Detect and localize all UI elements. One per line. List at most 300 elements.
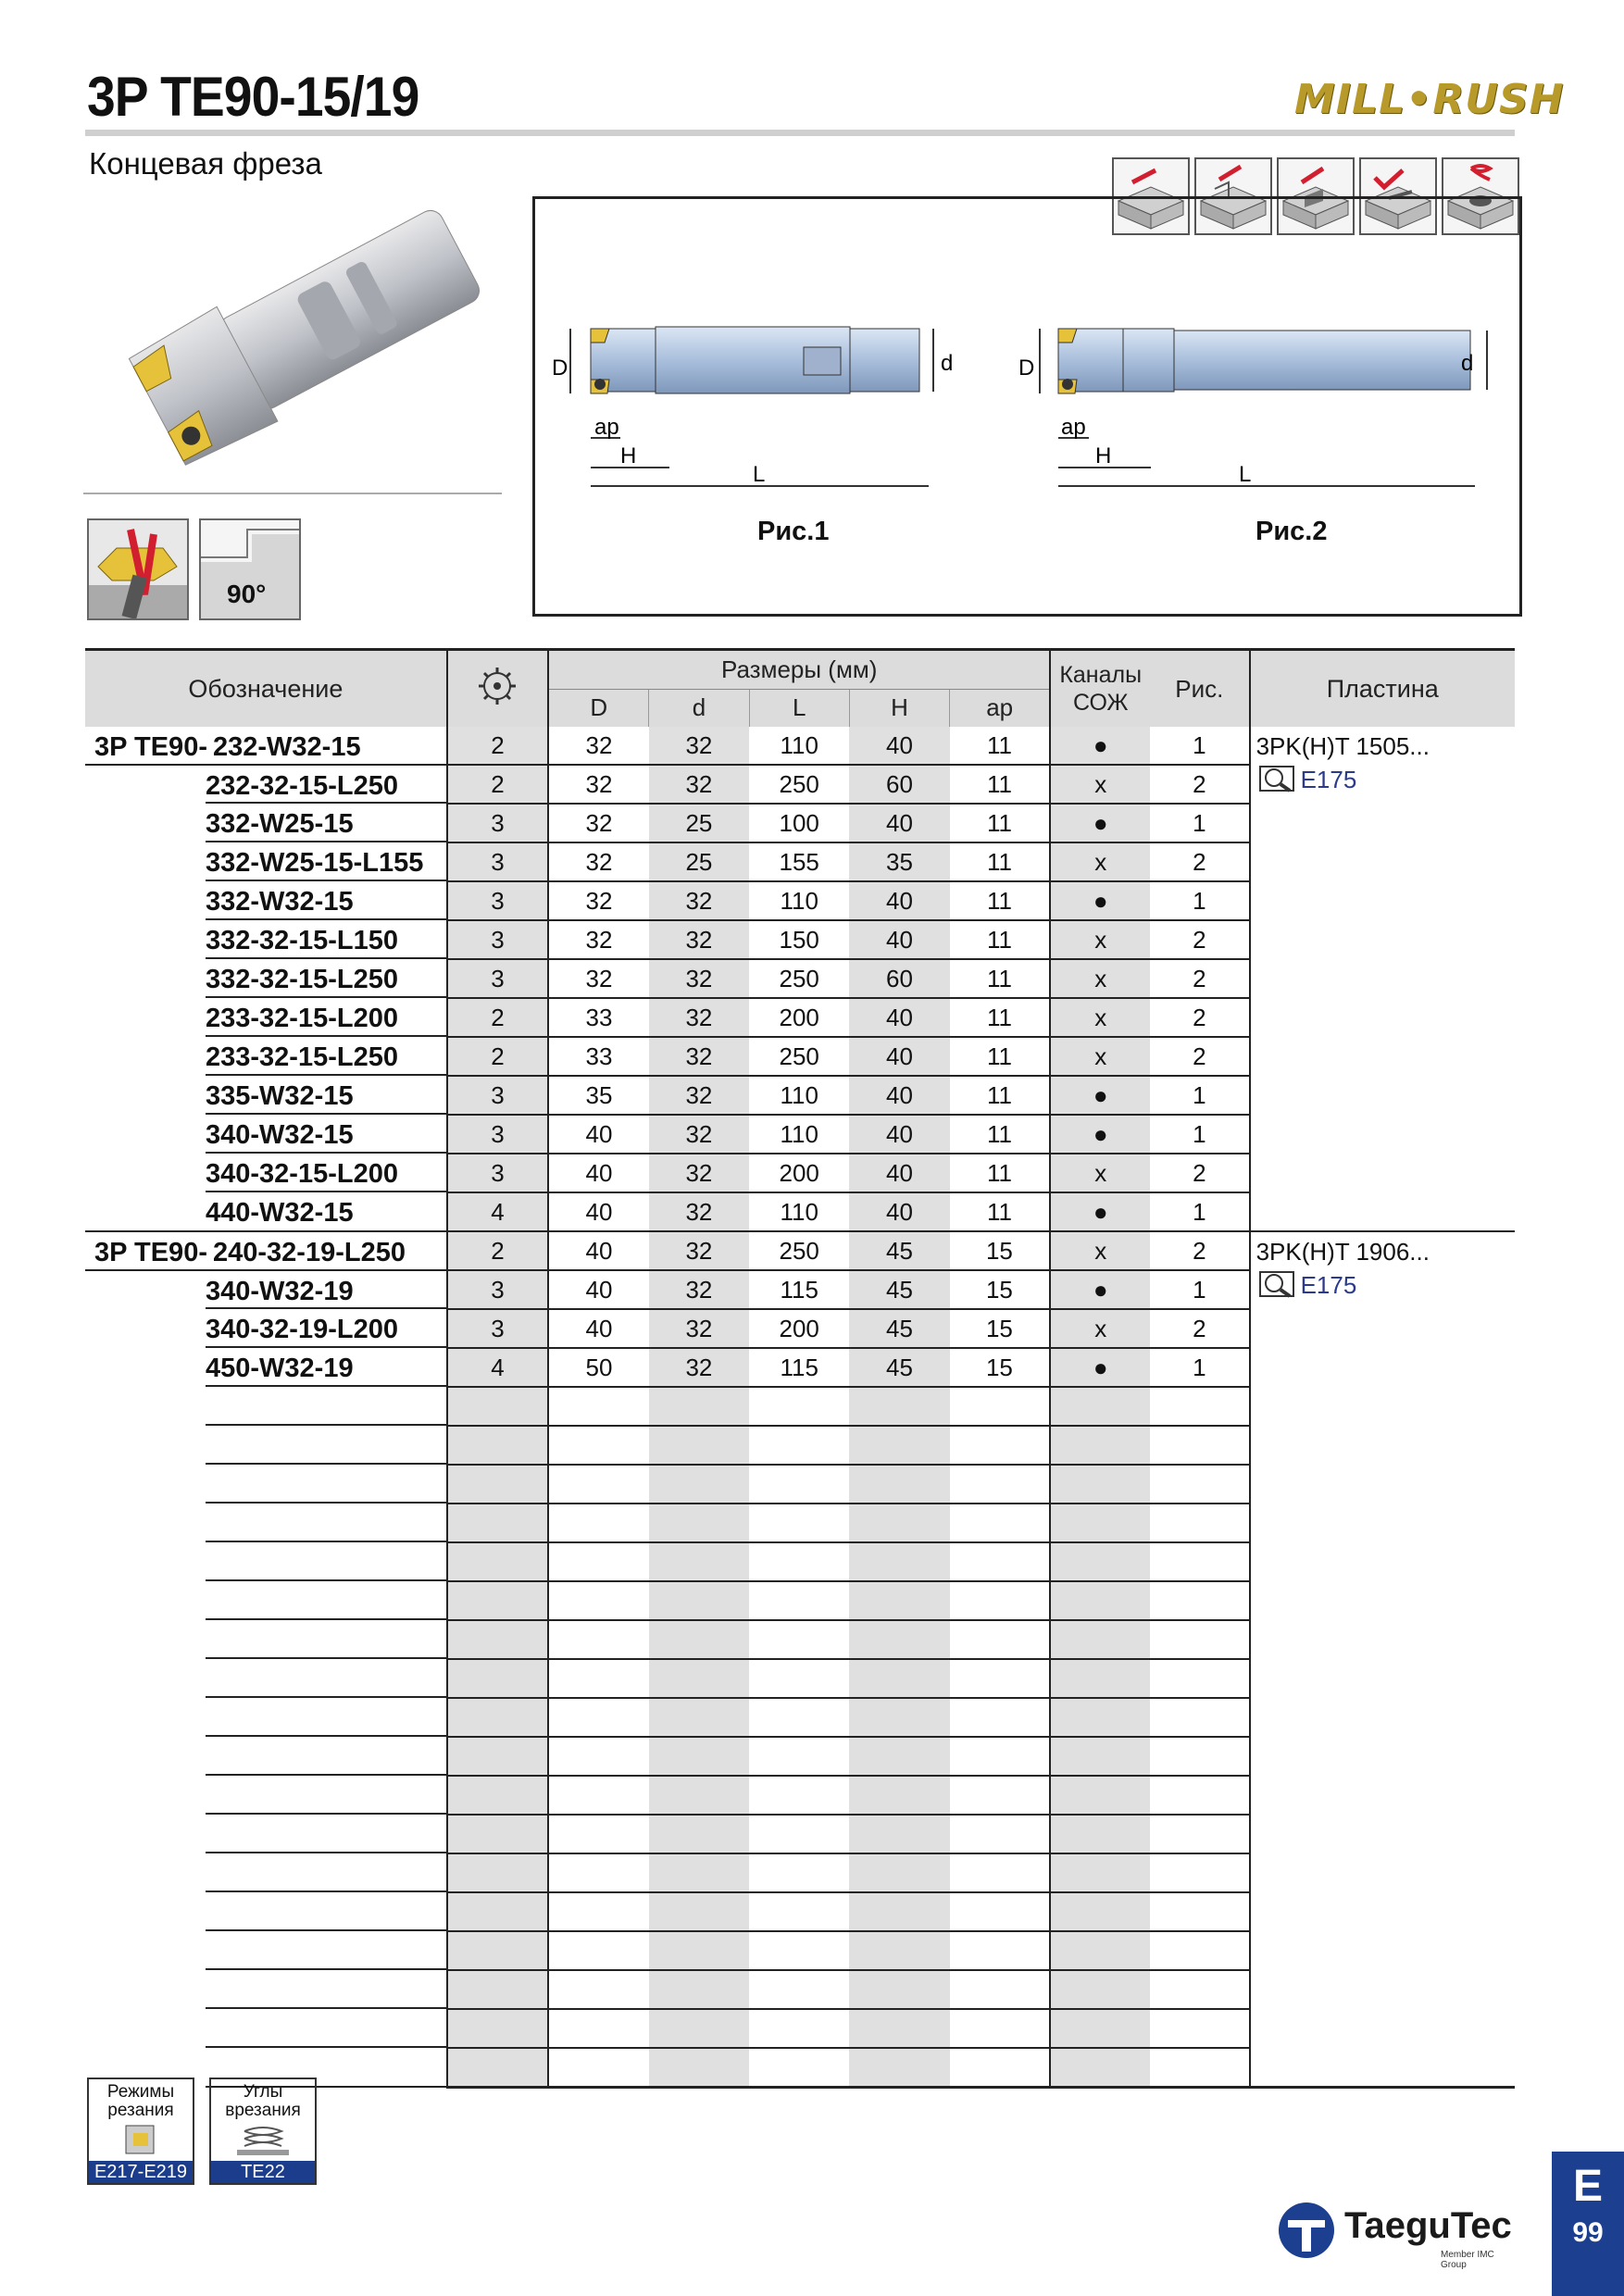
cell-d: 32 <box>649 1076 749 1115</box>
col-D: D <box>548 689 649 727</box>
cell-cool: ● <box>1050 1348 1150 1387</box>
spec-table <box>85 648 1515 2089</box>
cell-d <box>649 1504 749 1542</box>
cell-cool <box>1050 1620 1150 1659</box>
dimension-figures-frame <box>532 196 1522 617</box>
cell-L: 155 <box>749 842 849 881</box>
designation-code: 340-32-15-L200 <box>206 1159 398 1189</box>
cell-d: 32 <box>649 1115 749 1154</box>
cell-z <box>447 2048 548 2088</box>
cell-z: 2 <box>447 727 548 765</box>
insert-name: 3PK(H)T 1906... <box>1255 1238 1430 1266</box>
cell-ap: 15 <box>950 1231 1051 1270</box>
col-fig: Рис. <box>1150 650 1249 728</box>
cell-H <box>849 1853 949 1892</box>
cell-ap <box>950 1737 1051 1776</box>
cutting-modes-link[interactable] <box>87 2078 194 2185</box>
cell-fig: 2 <box>1150 765 1249 804</box>
cell-cool <box>1050 1970 1150 2009</box>
magnifier-icon <box>1258 765 1295 794</box>
cell-ap: 11 <box>950 1115 1051 1154</box>
designation-cell <box>85 1581 447 1620</box>
cell-D: 33 <box>548 1037 649 1076</box>
cell-L: 110 <box>749 1076 849 1115</box>
cell-H <box>849 1387 949 1426</box>
fig1-H-label: H <box>620 443 637 468</box>
cell-H: 40 <box>849 1192 949 1231</box>
end-mill-image <box>102 185 491 491</box>
table-row <box>85 1231 1515 1270</box>
cell-d: 32 <box>649 998 749 1037</box>
cell-d <box>649 1776 749 1815</box>
cell-z: 3 <box>447 881 548 920</box>
cell-D: 40 <box>548 1192 649 1231</box>
ramp-angles-ref: TE22 <box>211 2161 315 2183</box>
cell-fig <box>1150 1737 1249 1776</box>
cell-ap: 11 <box>950 1076 1051 1115</box>
cell-L <box>749 1698 849 1737</box>
designation-cell <box>85 998 447 1037</box>
cell-cool: x <box>1050 959 1150 998</box>
cell-D <box>548 1737 649 1776</box>
col-L: L <box>749 689 849 727</box>
insert-type-icon <box>87 518 189 620</box>
cell-D: 32 <box>548 765 649 804</box>
cell-fig <box>1150 1970 1249 2009</box>
magnifier-icon <box>1258 1270 1295 1300</box>
designation-cell <box>85 727 447 765</box>
cell-ap <box>950 1815 1051 1853</box>
cell-L <box>749 1426 849 1465</box>
designation-cell <box>85 1270 447 1309</box>
cell-z: 3 <box>447 920 548 959</box>
insert-ref-link[interactable] <box>1258 765 1515 794</box>
table-row <box>85 727 1515 765</box>
designation-code: 332-32-15-L250 <box>206 965 398 994</box>
cell-z <box>447 1853 548 1892</box>
cell-H <box>849 2009 949 2048</box>
cell-D: 32 <box>548 804 649 842</box>
cell-z <box>447 1465 548 1504</box>
cell-fig: 2 <box>1150 1154 1249 1192</box>
cell-ap: 11 <box>950 920 1051 959</box>
cell-D: 40 <box>548 1270 649 1309</box>
insert-ref-link[interactable] <box>1258 1270 1515 1300</box>
cell-L: 200 <box>749 1309 849 1348</box>
cell-d: 32 <box>649 1270 749 1309</box>
cell-d <box>649 1892 749 1931</box>
cell-z <box>447 1892 548 1931</box>
cell-d <box>649 2048 749 2088</box>
cell-H <box>849 2048 949 2088</box>
designation-code: 232-32-15-L250 <box>206 771 398 801</box>
designation-code: 332-W32-15 <box>206 887 354 917</box>
cell-D <box>548 1387 649 1426</box>
cell-D <box>548 1698 649 1737</box>
cell-H: 40 <box>849 1115 949 1154</box>
cell-ap <box>950 1970 1051 2009</box>
cell-H: 40 <box>849 804 949 842</box>
cell-D: 40 <box>548 1231 649 1270</box>
fig1-d-label: d <box>941 351 954 376</box>
cell-fig <box>1150 1892 1249 1931</box>
cell-cool: ● <box>1050 1115 1150 1154</box>
cell-fig <box>1150 1581 1249 1620</box>
cell-cool <box>1050 1504 1150 1542</box>
cell-d: 32 <box>649 1037 749 1076</box>
cell-d <box>649 1698 749 1737</box>
cell-D: 32 <box>548 727 649 765</box>
cell-L <box>749 1853 849 1892</box>
cell-L <box>749 1659 849 1698</box>
cell-d <box>649 2009 749 2048</box>
cell-ap <box>950 1620 1051 1659</box>
fig2-d-label: d <box>1461 351 1474 376</box>
cell-z: 2 <box>447 1037 548 1076</box>
cell-D: 40 <box>548 1115 649 1154</box>
cell-D: 32 <box>548 920 649 959</box>
cell-D <box>548 1659 649 1698</box>
fig1-L-label: L <box>753 462 766 487</box>
cell-fig: 1 <box>1150 1115 1249 1154</box>
cell-ap: 11 <box>950 959 1051 998</box>
cell-d: 32 <box>649 1154 749 1192</box>
cell-z <box>447 1776 548 1815</box>
cell-L: 250 <box>749 1037 849 1076</box>
cell-fig: 2 <box>1150 959 1249 998</box>
cell-cool <box>1050 1892 1150 1931</box>
image-underline <box>83 493 502 494</box>
cell-ap <box>950 1387 1051 1426</box>
cell-H: 40 <box>849 998 949 1037</box>
designation-cell <box>85 765 447 804</box>
cell-H: 45 <box>849 1348 949 1387</box>
cell-fig <box>1150 1426 1249 1465</box>
ramp-angles-link[interactable] <box>209 2078 317 2185</box>
cell-fig <box>1150 1931 1249 1970</box>
cell-z <box>447 1542 548 1581</box>
designation-cell <box>85 881 447 920</box>
cell-L <box>749 1892 849 1931</box>
designation-cell <box>85 959 447 998</box>
cell-fig: 2 <box>1150 1231 1249 1270</box>
cell-cool: ● <box>1050 1192 1150 1231</box>
designation-cell <box>85 1620 447 1659</box>
cell-cool: x <box>1050 1154 1150 1192</box>
cell-D <box>548 1970 649 2009</box>
ramp-angles-label: Углы врезания <box>225 2082 301 2120</box>
cell-ap <box>950 1931 1051 1970</box>
cell-L <box>749 1504 849 1542</box>
cell-ap <box>950 1542 1051 1581</box>
designation-code: 240-32-19-L250 <box>213 1238 406 1267</box>
cell-d <box>649 1426 749 1465</box>
col-d: d <box>649 689 749 727</box>
cell-z <box>447 1387 548 1426</box>
designation-cell <box>85 1892 447 1931</box>
cell-ap: 15 <box>950 1309 1051 1348</box>
cell-H <box>849 1892 949 1931</box>
cell-H: 45 <box>849 1231 949 1270</box>
cell-ap: 11 <box>950 842 1051 881</box>
cell-H <box>849 1426 949 1465</box>
cell-H <box>849 1659 949 1698</box>
cell-cool: ● <box>1050 881 1150 920</box>
cell-L: 250 <box>749 959 849 998</box>
cell-L <box>749 2009 849 2048</box>
cell-z <box>447 1698 548 1737</box>
cell-z: 3 <box>447 1270 548 1309</box>
cell-cool <box>1050 1659 1150 1698</box>
cell-ap: 11 <box>950 1192 1051 1231</box>
cell-ap <box>950 1698 1051 1737</box>
cell-cool <box>1050 1853 1150 1892</box>
cell-D <box>548 1776 649 1815</box>
cell-fig: 2 <box>1150 1037 1249 1076</box>
cell-ap: 11 <box>950 1037 1051 1076</box>
designation-code: 232-W32-15 <box>213 732 361 762</box>
cell-d <box>649 1659 749 1698</box>
cell-H: 45 <box>849 1270 949 1309</box>
designation-cell <box>85 1659 447 1698</box>
designation-code: 233-32-15-L200 <box>206 1004 398 1033</box>
cell-cool <box>1050 2009 1150 2048</box>
cutting-modes-ref: E217-E219 <box>89 2161 193 2183</box>
brand-logo: MILL•RUSH <box>1294 76 1565 123</box>
cell-L <box>749 1387 849 1426</box>
cell-fig: 1 <box>1150 1076 1249 1115</box>
cell-H: 40 <box>849 1154 949 1192</box>
cell-D: 32 <box>548 881 649 920</box>
cell-L: 250 <box>749 765 849 804</box>
cell-d <box>649 1931 749 1970</box>
cell-d: 32 <box>649 881 749 920</box>
insert-cell <box>1250 1231 1515 2088</box>
cell-L <box>749 1815 849 1853</box>
cell-z <box>447 1659 548 1698</box>
cell-ap <box>950 1581 1051 1620</box>
designation-code: 340-W32-15 <box>206 1120 354 1150</box>
cell-z: 2 <box>447 998 548 1037</box>
designation-code: 440-W32-15 <box>206 1198 354 1228</box>
cell-D <box>548 1504 649 1542</box>
cell-D: 33 <box>548 998 649 1037</box>
designation-cell <box>85 1192 447 1231</box>
designation-cell <box>85 804 447 842</box>
cell-cool: ● <box>1050 727 1150 765</box>
designation-prefix: 3P TE90- <box>94 732 207 762</box>
cell-D: 35 <box>548 1076 649 1115</box>
cell-D <box>548 1426 649 1465</box>
cell-fig: 1 <box>1150 1270 1249 1309</box>
cell-d: 25 <box>649 804 749 842</box>
cell-cool: ● <box>1050 1270 1150 1309</box>
cell-L <box>749 1776 849 1815</box>
cell-fig <box>1150 1504 1249 1542</box>
section-letter: E <box>1572 2162 1603 2211</box>
cell-z: 3 <box>447 959 548 998</box>
fig2-D-label: D <box>1018 356 1035 381</box>
col-designation: Обозначение <box>85 650 447 728</box>
designation-code: 233-32-15-L250 <box>206 1042 398 1072</box>
insert-ref: E175 <box>1300 765 1357 793</box>
cell-z: 3 <box>447 804 548 842</box>
cell-ap <box>950 1465 1051 1504</box>
cell-L <box>749 2048 849 2088</box>
designation-cell <box>85 1853 447 1892</box>
cell-H <box>849 1504 949 1542</box>
cell-D: 32 <box>548 959 649 998</box>
cell-cool: x <box>1050 765 1150 804</box>
cell-z <box>447 1970 548 2009</box>
section-tab <box>1552 2152 1624 2296</box>
taegutec-logo <box>1276 2200 1518 2270</box>
cell-cool <box>1050 1581 1150 1620</box>
cell-d <box>649 1465 749 1504</box>
book-icon <box>122 2124 159 2157</box>
cell-D: 40 <box>548 1309 649 1348</box>
cell-H <box>849 1620 949 1659</box>
cell-H: 35 <box>849 842 949 881</box>
cell-cool <box>1050 1776 1150 1815</box>
fig2-caption: Рис.2 <box>1255 517 1328 546</box>
cell-ap: 11 <box>950 881 1051 920</box>
designation-cell <box>85 1504 447 1542</box>
cell-ap <box>950 1659 1051 1698</box>
cell-z: 3 <box>447 1309 548 1348</box>
designation-prefix: 3P TE90- <box>94 1238 207 1267</box>
cell-cool <box>1050 1698 1150 1737</box>
cell-D <box>548 1542 649 1581</box>
cell-H <box>849 1931 949 1970</box>
cell-fig: 2 <box>1150 842 1249 881</box>
cell-L <box>749 1542 849 1581</box>
cell-L: 110 <box>749 727 849 765</box>
cell-z <box>447 1620 548 1659</box>
cell-H <box>849 1970 949 2009</box>
cell-L: 200 <box>749 998 849 1037</box>
cell-cool: x <box>1050 1309 1150 1348</box>
cell-z: 2 <box>447 1231 548 1270</box>
designation-cell <box>85 1776 447 1815</box>
cell-z: 4 <box>447 1348 548 1387</box>
cell-H: 40 <box>849 727 949 765</box>
designation-cell <box>85 1698 447 1737</box>
designation-cell <box>85 1737 447 1776</box>
designation-cell <box>85 1931 447 1970</box>
cell-cool <box>1050 2048 1150 2088</box>
designation-cell <box>85 1387 447 1426</box>
logo-text: TaeguTec <box>1344 2205 1512 2246</box>
page-title: 3P TE90-15/19 <box>87 66 419 128</box>
cell-z <box>447 1426 548 1465</box>
page-number: 99 <box>1572 2217 1604 2248</box>
cell-cool <box>1050 1815 1150 1853</box>
cell-z: 4 <box>447 1192 548 1231</box>
header-rule <box>85 130 1515 136</box>
cell-H: 60 <box>849 765 949 804</box>
cell-H <box>849 1465 949 1504</box>
cell-ap <box>950 1504 1051 1542</box>
cell-fig <box>1150 2009 1249 2048</box>
cell-cool <box>1050 1465 1150 1504</box>
cell-ap <box>950 2048 1051 2088</box>
cell-cool: ● <box>1050 1076 1150 1115</box>
cell-fig: 2 <box>1150 998 1249 1037</box>
cell-L: 150 <box>749 920 849 959</box>
cell-H: 40 <box>849 920 949 959</box>
cell-H <box>849 1815 949 1853</box>
fig1-D-label: D <box>552 356 568 381</box>
dimension-drawings <box>535 199 1519 614</box>
cell-d: 32 <box>649 765 749 804</box>
cell-L <box>749 1970 849 2009</box>
cell-fig <box>1150 1620 1249 1659</box>
cell-ap <box>950 1892 1051 1931</box>
cell-ap: 11 <box>950 998 1051 1037</box>
cell-H: 40 <box>849 1076 949 1115</box>
cell-z <box>447 1737 548 1776</box>
designation-cell <box>85 1970 447 2009</box>
cell-cool <box>1050 1931 1150 1970</box>
cell-cool <box>1050 1542 1150 1581</box>
cell-ap <box>950 1853 1051 1892</box>
cell-fig <box>1150 1698 1249 1737</box>
cell-L: 250 <box>749 1231 849 1270</box>
cell-ap: 11 <box>950 1154 1051 1192</box>
cell-L: 115 <box>749 1270 849 1309</box>
col-teeth-icon <box>447 650 548 728</box>
cell-L: 100 <box>749 804 849 842</box>
cell-L: 110 <box>749 1192 849 1231</box>
cell-ap: 11 <box>950 727 1051 765</box>
cell-L: 115 <box>749 1348 849 1387</box>
cell-ap <box>950 1426 1051 1465</box>
cell-d: 32 <box>649 1309 749 1348</box>
angle-label: 90° <box>227 580 267 608</box>
col-insert: Пластина <box>1250 650 1515 728</box>
cell-cool <box>1050 1387 1150 1426</box>
cell-L: 110 <box>749 881 849 920</box>
fig1-drawing <box>552 327 953 487</box>
cell-L <box>749 1737 849 1776</box>
cell-d <box>649 1387 749 1426</box>
cell-H: 40 <box>849 1037 949 1076</box>
designation-cell <box>85 1115 447 1154</box>
cell-d: 32 <box>649 727 749 765</box>
cell-cool: ● <box>1050 804 1150 842</box>
designation-code: 450-W32-19 <box>206 1354 354 1383</box>
cell-fig: 1 <box>1150 1348 1249 1387</box>
cell-D: 40 <box>548 1154 649 1192</box>
cell-fig <box>1150 1815 1249 1853</box>
designation-code: 332-32-15-L150 <box>206 926 398 955</box>
col-dimensions: Размеры (мм) <box>548 650 1050 690</box>
cell-L <box>749 1620 849 1659</box>
cell-D <box>548 2009 649 2048</box>
cell-L <box>749 1931 849 1970</box>
designation-code: 340-32-19-L200 <box>206 1315 398 1344</box>
cell-z: 2 <box>447 765 548 804</box>
cell-d <box>649 1620 749 1659</box>
fig2-L-label: L <box>1239 462 1252 487</box>
cell-D <box>548 1892 649 1931</box>
cell-d: 32 <box>649 1192 749 1231</box>
fig1-caption: Рис.1 <box>757 517 830 546</box>
cell-z <box>447 2009 548 2048</box>
cell-z: 3 <box>447 1154 548 1192</box>
designation-cell <box>85 1037 447 1076</box>
